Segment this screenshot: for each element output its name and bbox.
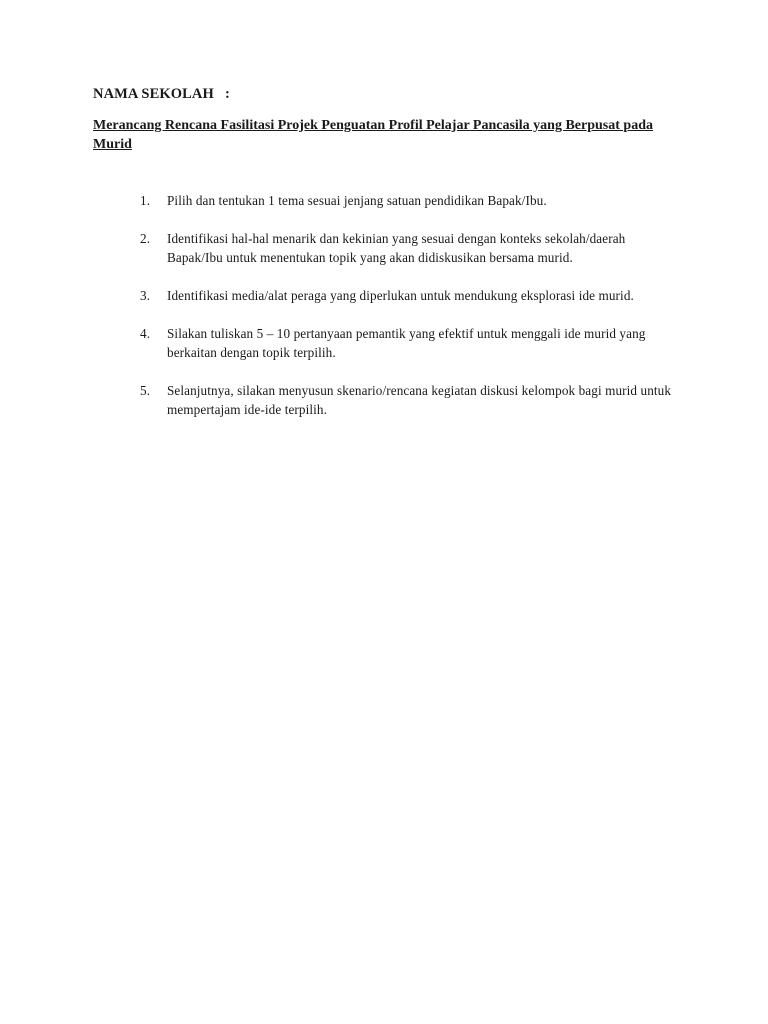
list-item-number: 4. — [140, 326, 151, 341]
list-item — [140, 381, 680, 419]
instruction-list — [140, 191, 680, 438]
list-item-text: Identifikasi media/alat peraga yang diperlukan untuk mendukung eksplorasi ide murid. — [167, 288, 634, 303]
list-item-number: 5. — [140, 383, 151, 398]
school-name-label: NAMA SEKOLAH : — [93, 86, 230, 102]
list-item-text: Selanjutnya, silakan menyusun skenario/rencana kegiatan diskusi kelompok bagi murid untuk mempertajam ide-ide terpilih. — [167, 383, 672, 417]
list-item-text: Identifikasi hal-hal menarik dan kekinian yang sesuai dengan konteks sekolah/daerah Bapak/Ibu untuk menentukan topik yang akan didiskusikan bersama murid. — [167, 231, 626, 265]
list-item — [140, 324, 680, 362]
list-item — [140, 191, 680, 210]
list-item — [140, 229, 680, 267]
list-item-number: 1. — [140, 193, 151, 208]
list-item-text: Pilih dan tentukan 1 tema sesuai jenjang satuan pendidikan Bapak/Ibu. — [167, 193, 547, 208]
list-item-text: Silakan tuliskan 5 – 10 pertanyaan pemantik yang efektif untuk menggali ide murid yang berkaitan dengan topik terpilih. — [167, 326, 646, 360]
list-item — [140, 286, 680, 305]
list-item-number: 2. — [140, 231, 151, 246]
list-item-number: 3. — [140, 288, 151, 303]
document-title: Merancang Rencana Fasilitasi Projek Penguatan Profil Pelajar Pancasila yang Berpusat pada Murid — [93, 118, 653, 152]
